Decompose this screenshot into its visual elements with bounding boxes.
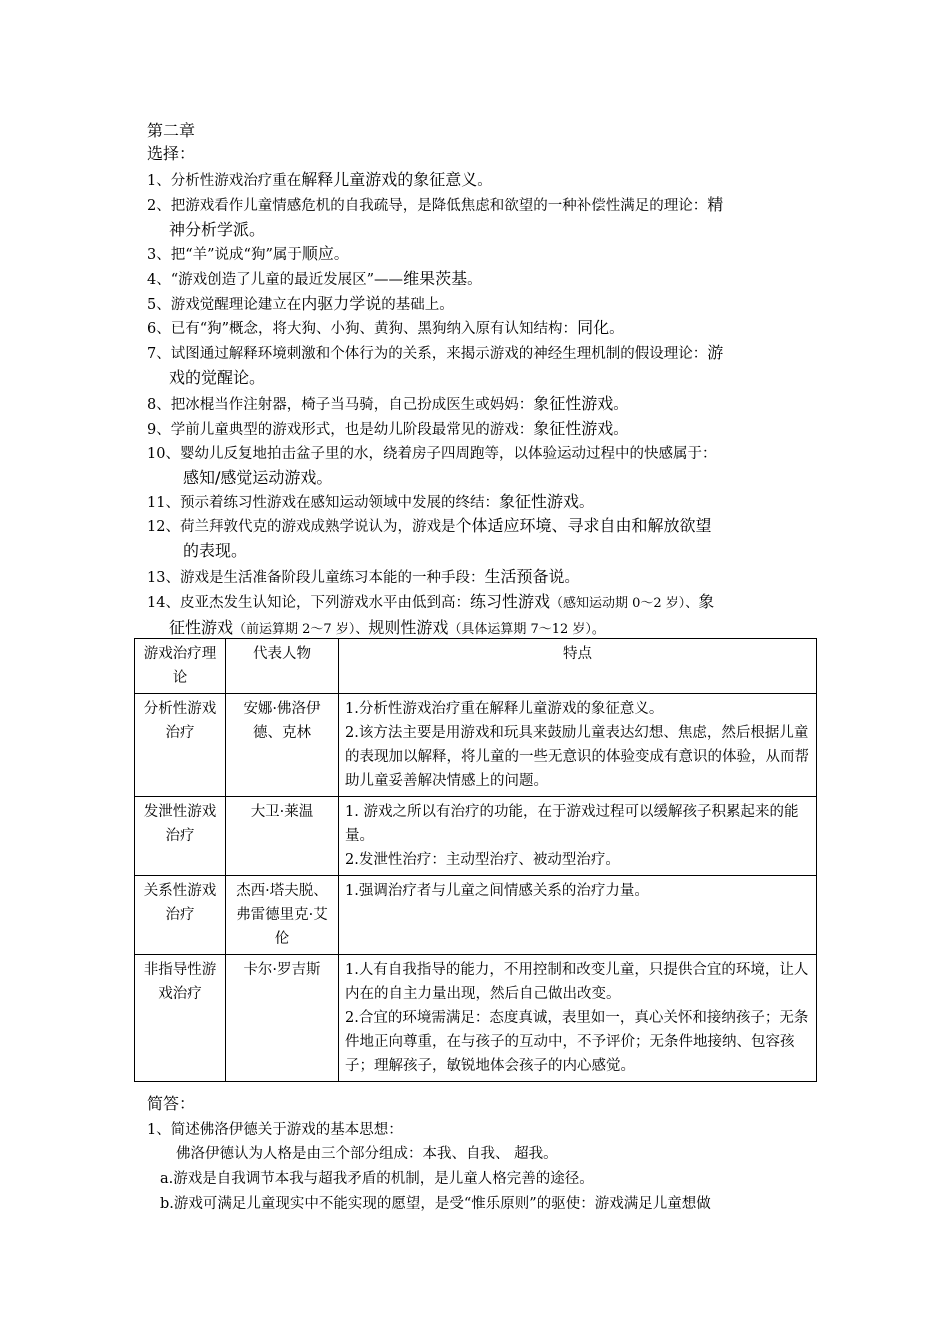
theory-cell: 分析性游戏治疗 [135, 694, 226, 797]
feature-point: 1.分析性游戏治疗重在解释儿童游戏的象征意义。 [345, 701, 664, 717]
table-row [135, 876, 817, 955]
question-text: 婴幼儿反复地拍击盆子里的水，绕着房子四周跑等，以体验运动过程中的快感属于： [179, 446, 717, 462]
question-text: 预示着练习性游戏在感知运动领域中发展的终结： [179, 495, 499, 511]
question-end: 。 [609, 321, 624, 337]
question-end: 的基础上。 [381, 297, 454, 313]
answer-text: 象 [698, 592, 715, 611]
question-end: 。 [578, 495, 594, 511]
question-text: 荷兰拜敦代克的游戏成熟学说认为，游戏是 [179, 519, 456, 535]
question-end: 。 [333, 247, 349, 263]
question-text: 游戏是生活准备阶段儿童练习本能的一种手段： [179, 570, 485, 586]
therapy-table [134, 638, 817, 1082]
question-number: 3、 [147, 247, 171, 263]
short-answer-a: a.游戏是自我调节本我与超我矛盾的机制，是儿童人格完善的途径。 [160, 1171, 594, 1187]
chapter-title: 第二章 [147, 121, 196, 140]
feature-point: 2.发泄性治疗：主动型治疗、被动型治疗。 [345, 852, 620, 868]
person-cell: 卡尔·罗吉斯 [226, 955, 339, 1082]
answer-text: 生活预备说 [484, 567, 565, 586]
question-number: 12、 [147, 519, 180, 535]
short-answer-b: b.游戏可满足儿童现实中不能实现的愿望，是受“惟乐原则”的驱使：游戏满足儿童想做 [160, 1196, 711, 1212]
person-cell: 杰西·塔夫脱、弗雷德里克·艾伦 [226, 876, 339, 955]
question-14 [147, 590, 812, 642]
question-end: 。 [477, 173, 492, 189]
short-answer-title: 简答： [147, 1094, 196, 1113]
person-cell: 安娜·佛洛伊德、克林 [226, 694, 339, 797]
question-text: 把“羊”说成“狗”属于 [170, 247, 302, 263]
question-4 [147, 267, 812, 292]
question-text: 游戏觉醒理论建立在 [170, 297, 302, 313]
question-text: 学前儿童典型的游戏形式，也是幼儿阶段最常见的游戏： [170, 422, 534, 438]
question-6 [147, 316, 812, 341]
answer-text: 游 [707, 343, 724, 362]
feature-point: 1.人有自我指导的能力，不用控制和改变儿童，只提供合宜的环境，让人内在的自主力量出现，然后自己做出改变。 [345, 962, 809, 1002]
stage-note: （感知运动期 0～2 岁）、 [549, 596, 699, 611]
question-2 [147, 193, 812, 242]
question-number: 5、 [147, 297, 171, 313]
question-end: 。 [613, 397, 628, 413]
question-continuation: 神分析学派。 [169, 220, 266, 239]
theory-cell: 关系性游戏治疗 [135, 876, 226, 955]
short-answer-intro: 佛洛伊德认为人格是由三个部分组成：本我、自我、 超我。 [176, 1146, 558, 1162]
question-number: 1、 [147, 173, 171, 189]
answer-text: 顺应 [301, 244, 334, 263]
features-cell [339, 876, 817, 955]
question-1 [147, 168, 812, 193]
question-10 [147, 441, 812, 490]
feature-point: 1.强调治疗者与儿童之间情感关系的治疗力量。 [345, 883, 649, 899]
question-end: 。 [564, 570, 579, 586]
question-number: 9、 [147, 422, 171, 438]
question-number: 11、 [147, 495, 180, 511]
question-text: “游戏创造了儿童的最近发展区”—— [170, 272, 404, 288]
header-features: 特点 [339, 639, 817, 694]
choice-section-title: 选择： [147, 144, 196, 163]
question-3 [147, 242, 812, 267]
stage-note: （前运算期 2～7 岁）、 [233, 622, 369, 637]
header-theory: 游戏治疗理论 [135, 639, 226, 694]
question-text: 把游戏看作儿童情感危机的自我疏导，是降低焦虑和欲望的一种补偿性满足的理论： [170, 198, 708, 214]
question-end: 。 [613, 422, 628, 438]
feature-point: 2.合宜的环境需满足：态度真诚，表里如一，真心关怀和接纳孩子；无条件地正向尊重，在与孩子的互动中，不予评价；无条件地接纳、包容孩子；理解孩子，敏锐地体会孩子的内心感觉。 [345, 1010, 809, 1074]
feature-point: 2.该方法主要是用游戏和玩具来鼓励儿童表达幻想、焦虑，然后根据儿童的表现加以解释，将儿童的一些无意识的体验变成有意识的体验，从而帮助儿童妥善解决情感上的问题。 [345, 725, 809, 789]
question-8 [147, 392, 812, 417]
theory-cell: 发泄性游戏治疗 [135, 797, 226, 876]
features-cell [339, 797, 817, 876]
question-number: 4、 [147, 272, 171, 288]
question-number: 10、 [147, 446, 180, 462]
answer-text: 解释儿童游戏的象征意义 [301, 170, 478, 189]
question-text: 分析性游戏治疗重在 [170, 173, 302, 189]
answer-text: 内驱力学说 [301, 294, 382, 313]
question-5 [147, 292, 812, 317]
stage-note: （具体运算期 7～12 岁）。 [448, 622, 605, 637]
question-number: 2、 [147, 198, 171, 214]
question-number: 6、 [147, 321, 171, 337]
question-text: 试图通过解释环境刺激和个体行为的关系，来揭示游戏的神经生理机制的假设理论： [170, 346, 708, 362]
question-text: 已有“狗”概念，将大狗、小狗、黄狗、黑狗纳入原有认知结构： [170, 321, 578, 337]
answer-text: 象征性游戏 [498, 492, 579, 511]
short-answer-q1: 1、简述佛洛伊德关于游戏的基本思想： [147, 1122, 403, 1138]
person-cell: 大卫·莱温 [226, 797, 339, 876]
theory-cell: 非指导性游戏治疗 [135, 955, 226, 1082]
answer-text: 个体适应环境、寻求自由和解放欲望 [455, 516, 712, 535]
question-number: 7、 [147, 346, 171, 362]
table-row [135, 694, 817, 797]
question-end: 。 [467, 272, 482, 288]
question-continuation: 感知/感觉运动游戏。 [183, 468, 333, 487]
header-person: 代表人物 [226, 639, 339, 694]
question-text: 把冰棍当作注射器，椅子当马骑，自己扮成医生或妈妈： [170, 397, 534, 413]
table-row [135, 955, 817, 1082]
question-number: 8、 [147, 397, 171, 413]
question-text: 皮亚杰发生认知论，下列游戏水平由低到高： [179, 595, 470, 611]
answer-text: 同化 [577, 318, 610, 337]
question-13 [147, 565, 812, 590]
answer-text: 练习性游戏 [469, 592, 550, 611]
question-12 [147, 514, 812, 563]
answer-text: 象征性游戏 [533, 394, 614, 413]
question-continuation: 的表现。 [183, 541, 248, 560]
features-cell [339, 955, 817, 1082]
question-number: 13、 [147, 570, 180, 586]
answer-text: 精 [707, 195, 724, 214]
question-11 [147, 490, 812, 515]
answer-text: 征性游戏 [169, 618, 234, 637]
question-9 [147, 417, 812, 442]
answer-text: 规则性游戏 [368, 618, 449, 637]
features-cell [339, 694, 817, 797]
answer-text: 维果茨基 [403, 269, 468, 288]
table-row [135, 797, 817, 876]
question-continuation: 戏的觉醒论。 [169, 368, 266, 387]
question-number: 14、 [147, 595, 180, 611]
feature-point: 1. 游戏之所以有治疗的功能，在于游戏过程可以缓解孩子积累起来的能量。 [345, 804, 799, 844]
question-7 [147, 341, 812, 390]
answer-text: 象征性游戏 [533, 419, 614, 438]
